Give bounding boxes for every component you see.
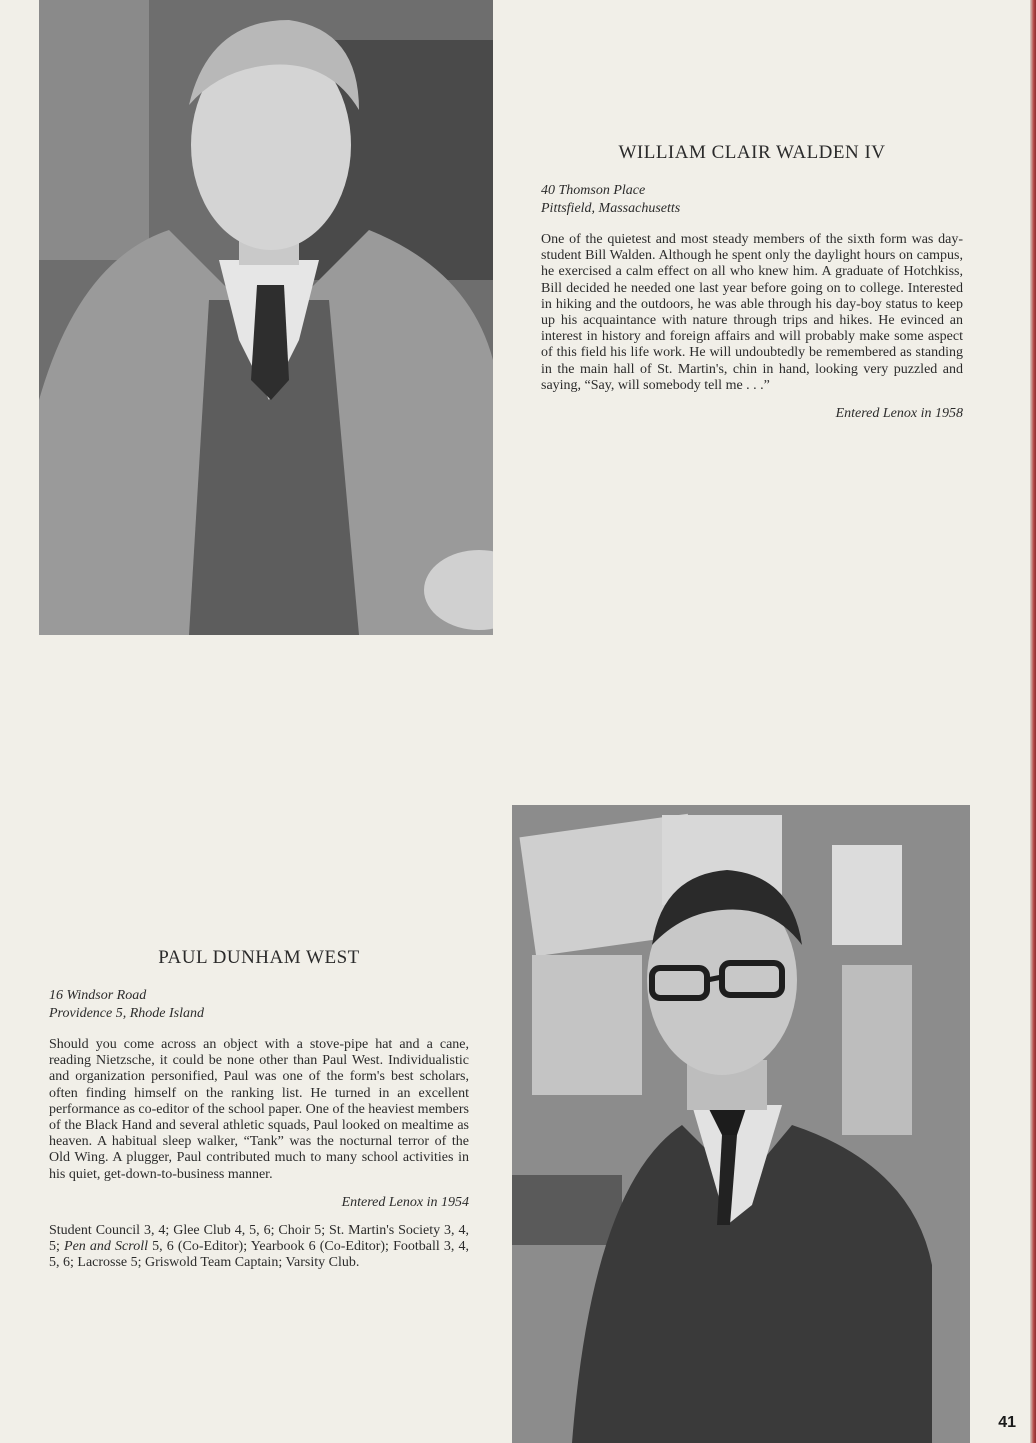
portrait-illustration-walden (39, 0, 493, 635)
entered-year: Entered Lenox in 1958 (835, 406, 963, 422)
address-line: 40 Thomson Place (541, 183, 646, 198)
activities-text: Student Council 3, 4; Glee Club 4, 5, 6; Choir 5; St. Martin's Society 3, 4, 5; (49, 1222, 469, 1255)
portrait-photo-west (512, 805, 970, 1443)
page-edge (1030, 0, 1036, 1443)
address-line: 16 Windsor Road (49, 988, 147, 1003)
address-city: Pittsfield, Massachusetts (541, 201, 681, 216)
activities-list (49, 1223, 469, 1272)
entry-walden (541, 142, 963, 422)
entered-year: Entered Lenox in 1954 (341, 1194, 469, 1210)
portrait-illustration-west (512, 805, 970, 1443)
entry-west (49, 947, 469, 1271)
biography: One of the quietest and most steady members of the sixth form was day-student Bill Walden. Although he spent only the daylight hours on campus, he exercised a calm effect on all who knew him. A graduate of Hotchkiss, Bill decided he needed one last year before going on to college. Interested in hiking and the outdoors, he was able through his day-boy status to keep up his acquaintance with nature through trips and hikes. He evinced an interest in history and foreign affairs and will probably make some aspect of this field his life work. He will undoubtedly be remembered as standing in the main hall of St. Martin's, chin in hand, looking very puzzled and saying, “Say, will somebody tell me . . .” (541, 232, 963, 393)
activities-publication: Pen and Scroll (64, 1239, 148, 1255)
student-name: WILLIAM CLAIR WALDEN IV (618, 142, 886, 163)
page-number: 41 (998, 1414, 1016, 1431)
biography: Should you come across an object with a stove-pipe hat and a cane, reading Nietzsche, it could be none other than Paul West. Individualistic and organization personified, Paul was one of the form's best scholars, often finding himself on the ranking list. He turned in an excellent performance as co-editor of the school paper. One of the heaviest members of the Black Hand and several athletic squads, Paul looked on mealtime as heaven. A habitual sleep walker, “Tank” was the nocturnal terror of the Old Wing. A plugger, Paul contributed much to many school activities in his quiet, get-down-to-business manner. (49, 1037, 469, 1182)
portrait-photo-walden (39, 0, 493, 635)
address-city: Providence 5, Rhode Island (49, 1006, 204, 1021)
student-name: PAUL DUNHAM WEST (158, 947, 360, 968)
activities-text: 5, 6 (Co-Editor); Yearbook 6 (Co-Editor); Football 3, 4, 5, 6; Lacrosse 5; Griswold Team Captain; Varsity Club. (49, 1239, 470, 1271)
